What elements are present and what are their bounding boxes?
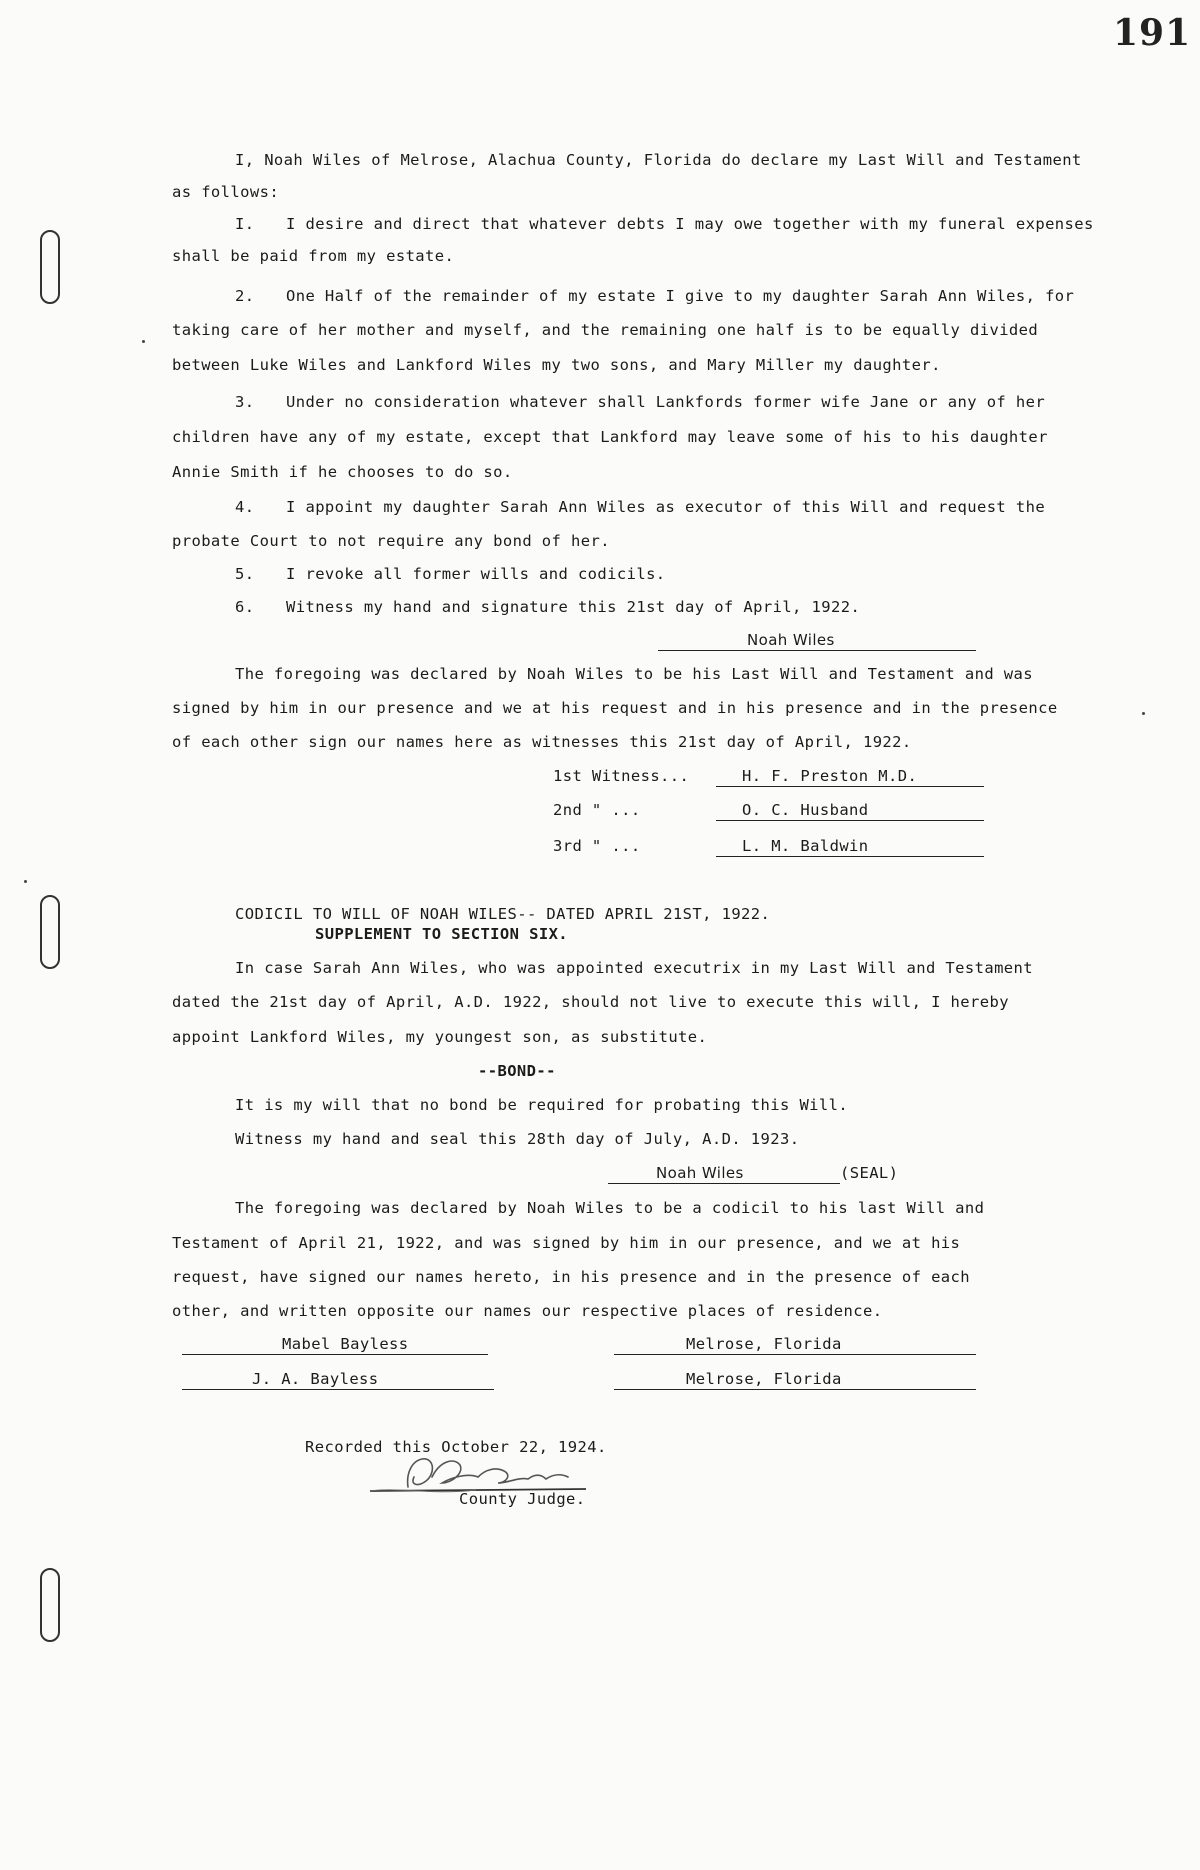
witness-residence: Melrose, Florida <box>686 1335 842 1353</box>
testator-signature: Noah Wiles <box>747 631 835 649</box>
item-number: 2. <box>235 287 255 305</box>
binder-hole <box>40 1568 60 1642</box>
witness-residence: Melrose, Florida <box>686 1370 842 1388</box>
attestation-line: of each other sign our names here as witnesses this 21st day of April, 1922. <box>172 733 912 751</box>
codicil-line: dated the 21st day of April, A.D. 1922, should not live to execute this will, I hereby <box>172 993 1009 1011</box>
will-item-line: I desire and direct that whatever debts I may owe together with my funeral expenses <box>286 215 1094 233</box>
codicil-signature: Noah Wiles <box>656 1164 744 1182</box>
witness-label: 3rd " ... <box>553 837 641 855</box>
will-item-line: probate Court to not require any bond of her. <box>172 532 610 550</box>
scan-speck <box>24 880 27 883</box>
bond-line: Witness my hand and seal this 28th day of July, A.D. 1923. <box>235 1130 800 1148</box>
bond-heading: --BOND-- <box>478 1062 556 1080</box>
item-number: 4. <box>235 498 255 516</box>
will-item-line: Under no consideration whatever shall Lankfords former wife Jane or any of her <box>286 393 1046 411</box>
binder-hole <box>40 230 60 304</box>
witness-label: 2nd " ... <box>553 801 641 819</box>
will-item-line: I revoke all former wills and codicils. <box>286 565 666 583</box>
page-number: 191 <box>1113 12 1192 54</box>
codicil-attestation-line: request, have signed our names hereto, in his presence and in the presence of each <box>172 1268 971 1286</box>
will-item-line: shall be paid from my estate. <box>172 247 455 265</box>
will-item-line: Annie Smith if he chooses to do so. <box>172 463 513 481</box>
codicil-line: appoint Lankford Wiles, my youngest son, as substitute. <box>172 1028 708 1046</box>
item-number: 3. <box>235 393 255 411</box>
codicil-attestation-line: other, and written opposite our names our respective places of residence. <box>172 1302 883 1320</box>
attestation-line: signed by him in our presence and we at his request and in his presence and in the presence <box>172 699 1058 717</box>
will-item-line: I appoint my daughter Sarah Ann Wiles as executor of this Will and request the <box>286 498 1046 516</box>
seal-label: (SEAL) <box>840 1164 899 1182</box>
will-intro-line: I, Noah Wiles of Melrose, Alachua County, Florida do declare my Last Will and Testament <box>235 151 1082 169</box>
codicil-attestation-line: Testament of April 21, 1922, and was signed by him in our presence, and we at his <box>172 1234 961 1252</box>
will-item-line: between Luke Wiles and Lankford Wiles my two sons, and Mary Miller my daughter. <box>172 356 941 374</box>
witness-label: 1st Witness... <box>553 767 690 785</box>
witness-signature: L. M. Baldwin <box>742 837 869 855</box>
binder-hole <box>40 895 60 969</box>
codicil-heading: CODICIL TO WILL OF NOAH WILES-- DATED APRIL 21ST, 1922. <box>235 905 771 923</box>
witness-signature: O. C. Husband <box>742 801 869 819</box>
will-item-line: Witness my hand and signature this 21st day of April, 1922. <box>286 598 861 616</box>
codicil-subheading: SUPPLEMENT TO SECTION SIX. <box>315 925 569 943</box>
item-number: 6. <box>235 598 255 616</box>
witness-signature: H. F. Preston M.D. <box>742 767 918 785</box>
county-judge-label: County Judge. <box>459 1490 586 1508</box>
will-intro-line: as follows: <box>172 183 280 201</box>
witness-signature: J. A. Bayless <box>252 1370 379 1388</box>
codicil-attestation-line: The foregoing was declared by Noah Wiles to be a codicil to his last Will and <box>235 1199 985 1217</box>
attestation-line: The foregoing was declared by Noah Wiles to be his Last Will and Testament and was <box>235 665 1034 683</box>
witness-signature: Mabel Bayless <box>282 1335 409 1353</box>
scan-speck <box>1142 712 1145 715</box>
scan-speck <box>142 340 145 343</box>
recorded-line: Recorded this October 22, 1924. <box>305 1438 607 1456</box>
item-number: I. <box>235 215 255 233</box>
bond-line: It is my will that no bond be required for probating this Will. <box>235 1096 849 1114</box>
will-item-line: One Half of the remainder of my estate I give to my daughter Sarah Ann Wiles, for <box>286 287 1075 305</box>
will-item-line: children have any of my estate, except that Lankford may leave some of his to his daughter <box>172 428 1048 446</box>
codicil-line: In case Sarah Ann Wiles, who was appointed executrix in my Last Will and Testament <box>235 959 1034 977</box>
will-item-line: taking care of her mother and myself, and the remaining one half is to be equally divided <box>172 321 1039 339</box>
item-number: 5. <box>235 565 255 583</box>
